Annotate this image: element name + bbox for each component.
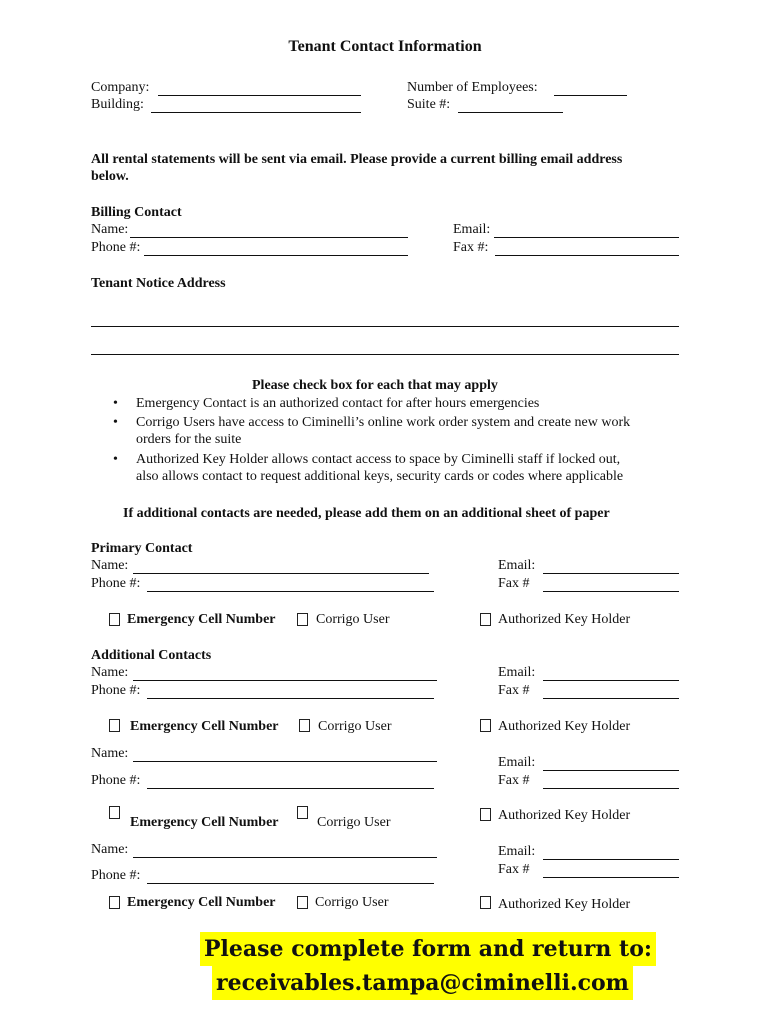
- contact-fax-field[interactable]: [543, 698, 679, 699]
- billing-fax-field[interactable]: [495, 255, 679, 256]
- contact-name-field[interactable]: [133, 857, 437, 858]
- notice-address-line2[interactable]: [91, 354, 679, 355]
- contact-name-label: Name:: [91, 746, 129, 761]
- bullet-emergency: Emergency Contact is an authorized contact for after hours emergencies: [136, 396, 540, 411]
- building-field[interactable]: [151, 112, 361, 113]
- contact-name-field[interactable]: [133, 761, 437, 762]
- contact-fax-field[interactable]: [543, 877, 679, 878]
- emergency-checkbox[interactable]: [109, 613, 120, 626]
- emergency-checkbox[interactable]: [109, 896, 120, 909]
- billing-heading: Billing Contact: [91, 205, 182, 220]
- billing-email-field[interactable]: [494, 237, 679, 238]
- bullet-dot: •: [113, 396, 118, 411]
- key-holder-label: Authorized Key Holder: [498, 897, 631, 912]
- billing-email-label: Email:: [453, 222, 491, 237]
- emergency-label: Emergency Cell Number: [130, 719, 279, 734]
- primary-name-field[interactable]: [133, 573, 429, 574]
- corrigo-checkbox[interactable]: [297, 613, 308, 626]
- key-holder-label: Authorized Key Holder: [498, 719, 631, 734]
- bullet-keyholder-line1: Authorized Key Holder allows contact access to space by Ciminelli staff if locked out,: [136, 452, 621, 467]
- email-notice-line2: below.: [91, 169, 129, 184]
- emergency-label: Emergency Cell Number: [127, 612, 276, 627]
- key-holder-label: Authorized Key Holder: [498, 612, 631, 627]
- company-label: Company:: [91, 80, 150, 95]
- key-holder-checkbox[interactable]: [480, 719, 491, 732]
- billing-name-field[interactable]: [130, 237, 408, 238]
- contact-name-label: Name:: [91, 842, 129, 857]
- contact-name-field[interactable]: [133, 680, 437, 681]
- additional-heading: Additional Contacts: [91, 648, 212, 663]
- notice-address-heading: Tenant Notice Address: [91, 276, 226, 291]
- contact-phone-label: Phone #:: [91, 683, 141, 698]
- billing-phone-field[interactable]: [144, 255, 408, 256]
- corrigo-label: Corrigo User: [318, 719, 392, 734]
- corrigo-label: Corrigo User: [315, 895, 389, 910]
- primary-email-label: Email:: [498, 558, 536, 573]
- suite-label: Suite #:: [407, 97, 451, 112]
- key-holder-label: Authorized Key Holder: [498, 808, 631, 823]
- primary-phone-label: Phone #:: [91, 576, 141, 591]
- corrigo-label: Corrigo User: [317, 815, 391, 830]
- primary-email-field[interactable]: [543, 573, 679, 574]
- bullet-dot: •: [113, 452, 118, 467]
- corrigo-checkbox[interactable]: [297, 896, 308, 909]
- emergency-label: Emergency Cell Number: [130, 815, 279, 830]
- footer-return-email[interactable]: receivables.tampa@ciminelli.com: [212, 966, 633, 1000]
- contact-email-label: Email:: [498, 844, 536, 859]
- additional-sheet-note: If additional contacts are needed, please add them on an additional sheet of paper: [123, 506, 610, 521]
- primary-heading: Primary Contact: [91, 541, 193, 556]
- billing-fax-label: Fax #:: [453, 240, 489, 255]
- employees-field[interactable]: [554, 95, 627, 96]
- contact-email-field[interactable]: [543, 680, 679, 681]
- bullet-corrigo-line1: Corrigo Users have access to Ciminelli’s online work order system and create new work: [136, 415, 631, 430]
- footer-return-instructions: Please complete form and return to:: [200, 932, 656, 966]
- email-notice-line1: All rental statements will be sent via email. Please provide a current billing email address: [91, 152, 623, 167]
- primary-name-label: Name:: [91, 558, 129, 573]
- contact-email-label: Email:: [498, 755, 536, 770]
- contact-phone-label: Phone #:: [91, 773, 141, 788]
- contact-phone-label: Phone #:: [91, 868, 141, 883]
- corrigo-checkbox[interactable]: [299, 719, 310, 732]
- primary-phone-field[interactable]: [147, 591, 434, 592]
- billing-phone-label: Phone #:: [91, 240, 141, 255]
- corrigo-checkbox[interactable]: [297, 806, 308, 819]
- contact-name-label: Name:: [91, 665, 129, 680]
- bullet-corrigo-line2: orders for the suite: [136, 432, 242, 447]
- bullet-dot: •: [113, 415, 118, 430]
- primary-fax-field[interactable]: [543, 591, 679, 592]
- key-holder-checkbox[interactable]: [480, 808, 491, 821]
- emergency-checkbox[interactable]: [109, 719, 120, 732]
- emergency-checkbox[interactable]: [109, 806, 120, 819]
- form-title: Tenant Contact Information: [288, 38, 482, 55]
- contact-fax-field[interactable]: [543, 788, 679, 789]
- corrigo-label: Corrigo User: [316, 612, 390, 627]
- key-holder-checkbox[interactable]: [480, 613, 491, 626]
- billing-name-label: Name:: [91, 222, 129, 237]
- check-instructions-heading: Please check box for each that may apply: [252, 378, 498, 393]
- notice-address-line1[interactable]: [91, 326, 679, 327]
- contact-phone-field[interactable]: [147, 883, 434, 884]
- contact-email-field[interactable]: [543, 770, 679, 771]
- bullet-keyholder-line2: also allows contact to request additional keys, security cards or codes where applicable: [136, 469, 624, 484]
- building-label: Building:: [91, 97, 144, 112]
- contact-email-label: Email:: [498, 665, 536, 680]
- primary-fax-label: Fax #: [498, 576, 530, 591]
- company-field[interactable]: [158, 95, 361, 96]
- key-holder-checkbox[interactable]: [480, 896, 491, 909]
- contact-fax-label: Fax #: [498, 773, 530, 788]
- contact-phone-field[interactable]: [147, 788, 434, 789]
- suite-field[interactable]: [458, 112, 563, 113]
- contact-phone-field[interactable]: [147, 698, 434, 699]
- contact-fax-label: Fax #: [498, 683, 530, 698]
- employees-label: Number of Employees:: [407, 80, 538, 95]
- emergency-label: Emergency Cell Number: [127, 895, 276, 910]
- contact-fax-label: Fax #: [498, 862, 530, 877]
- contact-email-field[interactable]: [543, 859, 679, 860]
